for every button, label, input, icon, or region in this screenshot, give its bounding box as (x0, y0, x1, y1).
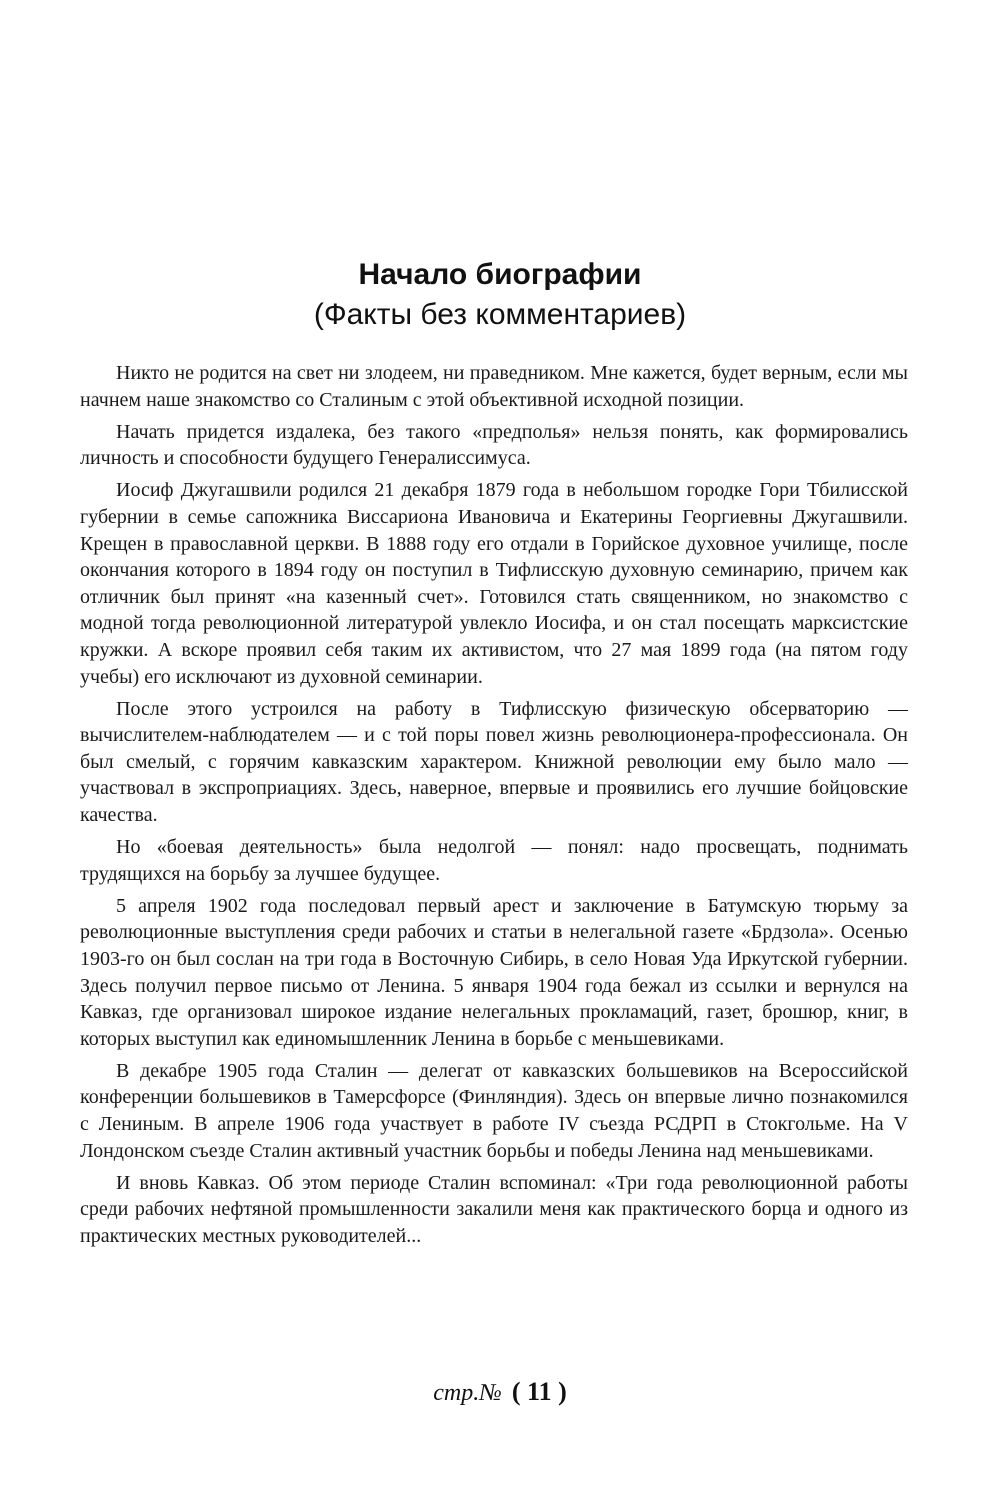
body-text (80, 360, 908, 1255)
paragraph: В декабре 1905 года Сталин — делегат от кавказских большевиков на Всероссийской конференции большевиков в Тамерсфорсе (Финляндия). Здесь он впервые лично познакомился с Лениным. В апреле 1906 года участвует в работе IV съезда РСДРП в Стокгольме. На V Лондонском съезде Сталин активный участник борьбы и победы Ленина над меньшевиками. (80, 1059, 908, 1162)
page-footer (0, 1376, 1000, 1409)
page-number-prefix: стр.№ (433, 1380, 502, 1406)
chapter-subtitle: (Факты без комментариев) (313, 298, 687, 331)
chapter-heading (0, 255, 1000, 335)
paragraph: 5 апреля 1902 года последовал первый арест и заключение в Батумскую тюрьму за революционные выступления среди рабочих и статьи в нелегальной газете «Брдзола». Осенью 1903-го он был сослан на три года в Восточную Сибирь, в село Новая Уда Иркутской губернии. Здесь получил первое письмо от Ленина. 5 января 1904 года бежал из ссылки и вернулся на Кавказ, где организовал широкое издание нелегальных прокламаций, газет, брошюр, книг, в которых выступил как единомышленник Ленина в борьбе с меньшевиками. (80, 894, 908, 1050)
paragraph: И вновь Кавказ. Об этом периоде Сталин вспоминал: «Три года революционной работы среди рабочих нефтяной промышленности закалили меня как практического борца и одного из практических местных руководителей... (80, 1171, 908, 1247)
paragraph: Никто не родится на свет ни злодеем, ни праведником. Мне кажется, будет верным, если мы начнем наше знакомство со Сталиным с этой объективной исходной позиции. (80, 362, 908, 411)
chapter-title: Начало биографии (358, 258, 642, 291)
page-number: ( 11 ) (511, 1377, 567, 1406)
paragraph: Но «боевая деятельность» была недолгой — понял: надо просвещать, поднимать трудящихся на борьбу за лучшее будущее. (80, 836, 908, 885)
paragraph: Иосиф Джугашвили родился 21 декабря 1879 года в небольшом городке Гори Тбилисской губернии в семье сапожника Виссариона Ивановича и Екатерины Георгиевны Джугашвили. Крещен в православной церкви. В 1888 году его отдали в Горийское духовное училище, после окончания которого в 1894 году он поступил в Тифлисскую духовную семинарию, причем как отличник был принят «на казенный счет». Готовился стать священником, но знакомство с модной тогда революционной литературой увлекло Иосифа, и он стал посещать марксистские кружки. А вскоре проявил себя таким их активистом, что 27 мая 1899 года (на пятом году учебы) его исключают из духовной семинарии. (80, 479, 908, 688)
paragraph: После этого устроился на работу в Тифлисскую физическую обсерваторию — вычислителем-наблюдателем — и с той поры повел жизнь революционера-профессионала. Он был смелый, с горячим кавказским характером. Книжной революции ему было мало — участвовал в экспроприациях. Здесь, наверное, впервые и проявились его лучшие бойцовские качества. (80, 697, 908, 826)
paragraph: Начать придется издалека, без такого «предполья» нельзя понять, как формировались личность и способности будущего Генералиссимуса. (80, 420, 908, 470)
